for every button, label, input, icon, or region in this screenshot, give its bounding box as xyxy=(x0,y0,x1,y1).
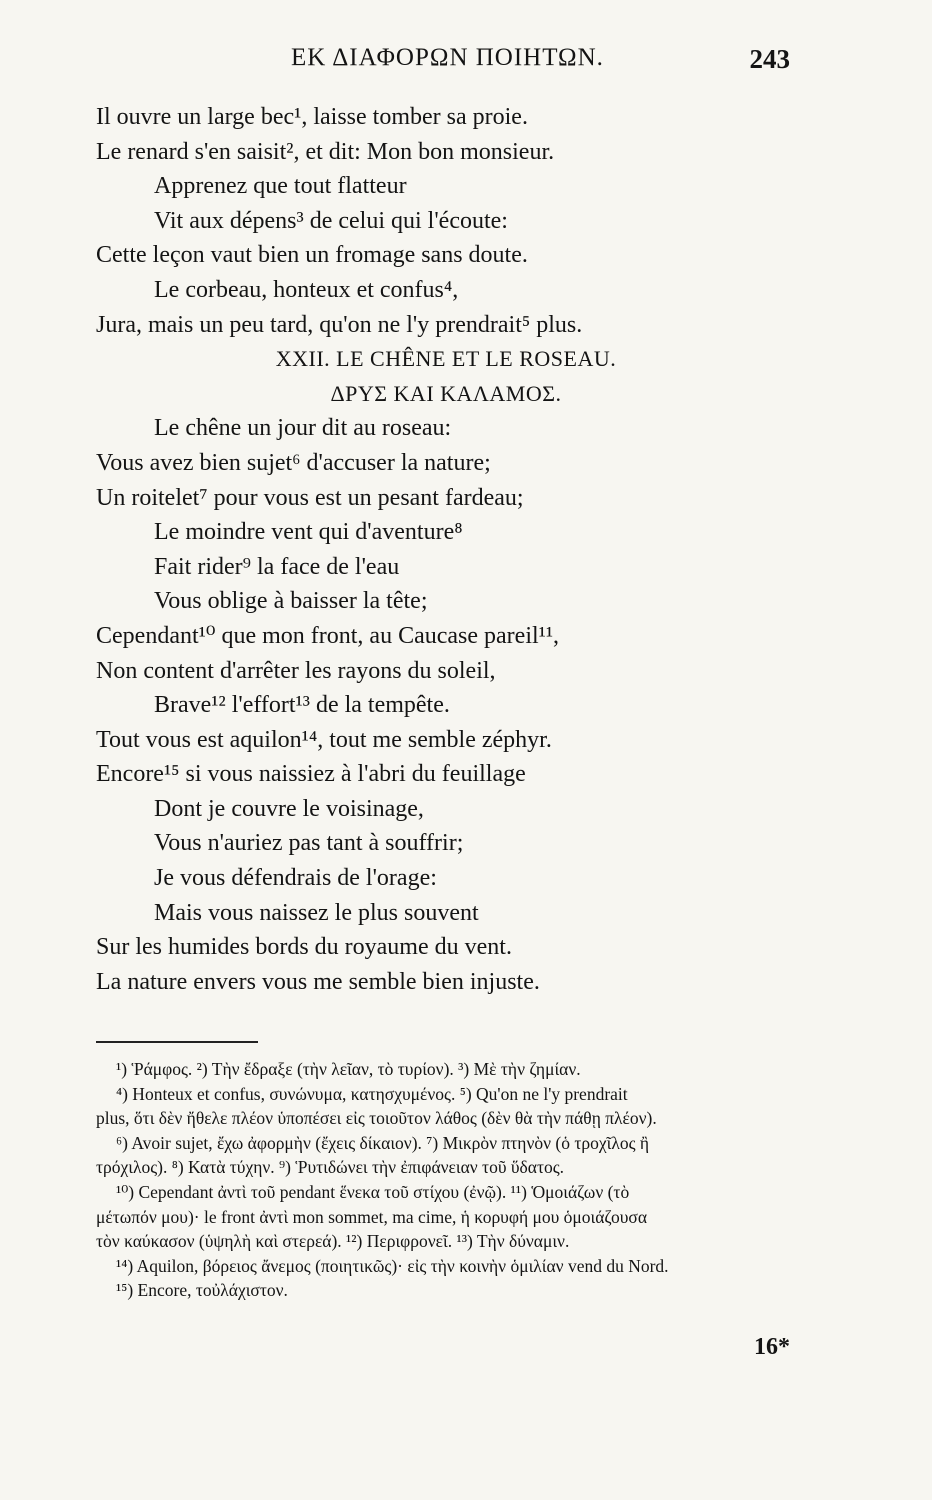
verse-line: Vit aux dépens³ de celui qui l'écoute: xyxy=(154,207,508,234)
verse-line: Cependant¹⁰ que mon front, au Caucase pareil¹¹, xyxy=(96,622,560,649)
fable-greek-title: ΔΡΥΣ ΚΑΙ ΚΑΛΑΜΟΣ. xyxy=(330,380,562,406)
verse-line: Brave¹² l'effort¹³ de la tempête. xyxy=(154,692,450,719)
verse-line: Cette leçon vaut bien un fromage sans doute. xyxy=(96,242,528,269)
footnote-line: ¹⁴) Aquilon, βόρειος ἄνεμος (ποιητικῶς)· εἰς τὴν κοινὴν ὁμιλίαν vend du Nord. xyxy=(116,1255,669,1276)
poem-text xyxy=(96,100,796,999)
verse-line: Je vous défendrais de l'orage: xyxy=(154,865,437,892)
verse-line: Il ouvre un large bec¹, laisse tomber sa proie. xyxy=(96,104,528,130)
fable-verses xyxy=(96,411,796,999)
footnote-line: ⁴) Honteux et confus, συνώνυμα, κατησχυμένος. ⁵) Qu'on ne l'y prendrait xyxy=(116,1083,628,1104)
verse-line: Vous n'auriez pas tant à souffrir; xyxy=(154,830,464,857)
page-number: 243 xyxy=(749,44,790,74)
verse-line: La nature envers vous me semble bien injuste. xyxy=(96,968,540,995)
verse-line: Tout vous est aquilon¹⁴, tout me semble zéphyr. xyxy=(96,726,552,753)
previous-fable-ending xyxy=(96,100,796,342)
footnote-line: τρόχιλος). ⁸) Κατὰ τύχην. ⁹) Ῥυτιδώνει τὴν ἐπιφάνειαν τοῦ ὕδατος. xyxy=(96,1157,565,1178)
footnotes xyxy=(96,1057,796,1303)
fable-title: XXII. LE CHÊNE ET LE ROSEAU. xyxy=(275,346,617,372)
verse-line: Jura, mais un peu tard, qu'on ne l'y prendrait⁵ plus. xyxy=(96,311,583,338)
footnote-line: ¹⁵) Encore, τοὐλάχιστον. xyxy=(116,1280,288,1301)
verse-line: Dont je couvre le voisinage, xyxy=(154,795,424,822)
footnote-line: μέτωπόν μου)· le front ἀντὶ mon sommet, ma cime, ἡ κορυφή μου ὁμοιάζουσα xyxy=(96,1206,648,1227)
page-header xyxy=(96,44,790,84)
signature-mark: 16* xyxy=(754,1334,790,1360)
verse-line: Le chêne un jour dit au roseau: xyxy=(154,415,452,442)
verse-line: Vous avez bien sujet⁶ d'accuser la nature; xyxy=(96,449,491,476)
verse-line: Le renard s'en saisit², et dit: Mon bon monsieur. xyxy=(96,138,555,165)
footnote-line: ¹) Ῥάμφος. ²) Τὴν ἔδραξε (τὴν λεῖαν, τὸ τυρίον). ³) Μὲ τὴν ζημίαν. xyxy=(116,1059,581,1079)
verse-line: Vous oblige à baisser la tête; xyxy=(154,588,428,615)
footnote-line: ¹⁰) Cependant ἀντὶ τοῦ pendant ἕνεκα τοῦ στίχου (ἐνῷ). ¹¹) Ὁμοιάζων (τὸ xyxy=(116,1181,630,1202)
footnote-line: τὸν καύκασον (ὑψηλὴ καὶ στερεά). ¹²) Περιφρονεῖ. ¹³) Τὴν δύναμιν. xyxy=(96,1231,570,1252)
verse-line: Sur les humides bords du royaume du vent. xyxy=(96,934,512,961)
verse-line: Le moindre vent qui d'aventure⁸ xyxy=(154,519,463,546)
footnote-line: plus, ὅτι δὲν ἤθελε πλέον ὑποπέσει εἰς τοιοῦτον λάθος (δὲν θὰ τὴν πάθῃ πλέον). xyxy=(96,1108,657,1129)
verse-line: Mais vous naissez le plus souvent xyxy=(154,899,479,926)
verse-line: Le corbeau, honteux et confus⁴, xyxy=(154,276,459,303)
verse-line: Encore¹⁵ si vous naissiez à l'abri du feuillage xyxy=(96,761,526,788)
verse-line: Un roitelet⁷ pour vous est un pesant fardeau; xyxy=(96,484,524,511)
running-title: ΕΚ ΔΙΑΦΟΡΩΝ ΠΟΙΗΤΩΝ. xyxy=(291,44,604,71)
footnote-line: ⁶) Avoir sujet, ἔχω ἀφορμὴν (ἔχεις δίκαιον). ⁷) Μικρὸν πτηνὸν (ὁ τροχῖλος ἢ xyxy=(116,1132,650,1153)
verse-line: Apprenez que tout flatteur xyxy=(154,173,407,200)
verse-line: Non content d'arrêter les rayons du soleil, xyxy=(96,657,496,684)
verse-line: Fait rider⁹ la face de l'eau xyxy=(154,553,400,580)
footnote-rule xyxy=(96,1041,258,1043)
